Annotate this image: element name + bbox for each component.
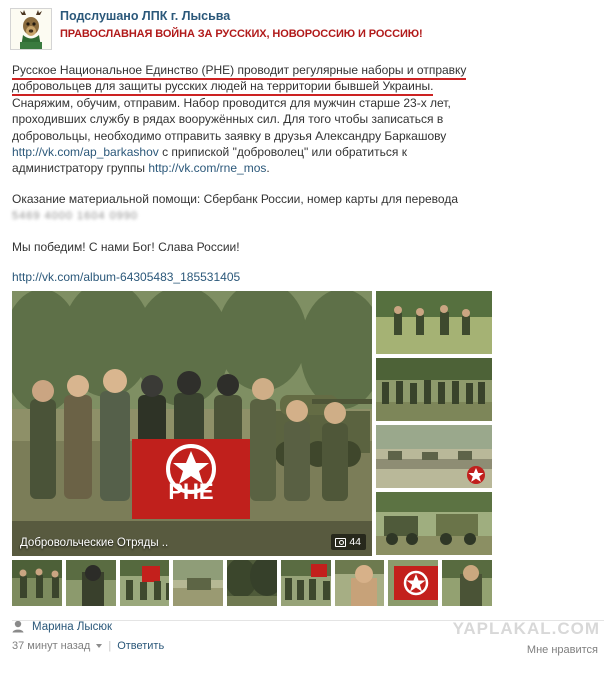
photo-main-row (12, 291, 492, 556)
site-watermark: YAPLAKAL.COM (452, 619, 600, 639)
post-body (12, 62, 482, 285)
chevron-down-icon[interactable] (96, 644, 102, 648)
rne-mos-link[interactable]: http://vk.com/rne_mos (148, 161, 267, 176)
deer-avatar[interactable] (10, 8, 52, 50)
comment-timestamp: 37 минут назад (12, 640, 91, 653)
thumb-crowd-with-flag[interactable] (281, 560, 331, 606)
side-photo-4-image (376, 492, 492, 555)
card-number-line (12, 207, 482, 224)
meta-separator: | (108, 640, 112, 653)
side-photo-column (376, 291, 492, 556)
side-photo-4[interactable] (376, 492, 492, 555)
thumb-red-flag-group[interactable] (120, 560, 170, 606)
main-photo-image (12, 291, 372, 556)
user-icon (12, 620, 26, 634)
post-paragraph-2: Оказание материальной помощи: Сбербанк России, номер карты для перевода (12, 191, 459, 206)
thumb-man-portrait[interactable] (335, 560, 385, 606)
thumbnail-row (12, 560, 492, 606)
like-label: Мне нравится (526, 644, 598, 657)
main-photo-caption: Добровольческие Отряды .. (20, 537, 169, 550)
photo-count-badge (331, 534, 366, 550)
thumb-soldiers-forest[interactable] (12, 560, 62, 606)
main-photo[interactable] (12, 291, 372, 556)
post-paragraph-1-end: . (266, 161, 270, 176)
post-paragraph-1 (12, 62, 482, 177)
reply-link[interactable]: Ответить (117, 640, 165, 653)
comment-meta (12, 640, 604, 652)
thumb-masked-fighter[interactable] (66, 560, 116, 606)
album-link[interactable]: http://vk.com/album-64305483_185531405 (12, 270, 241, 285)
side-photo-2-image (376, 358, 492, 421)
side-photo-1[interactable] (376, 291, 492, 354)
post-paragraph-3: Мы победим! С нами Бог! Слава России! (12, 239, 240, 254)
camera-icon (335, 538, 346, 547)
thumb-trees-dark[interactable] (227, 560, 277, 606)
side-photo-3[interactable] (376, 425, 492, 488)
photo-count-value: 44 (349, 536, 361, 549)
deer-avatar-icon (11, 9, 51, 49)
post-paragraph-1-cont2: с припиской "доброволец" или обратиться к администратору группы (12, 145, 407, 176)
side-photo-3-image (376, 425, 492, 488)
side-photo-1-image (376, 291, 492, 354)
card-number-blurred: 5469 4000 1604 0990 (12, 210, 139, 223)
thumb-rne-flag[interactable] (388, 560, 438, 606)
group-subtitle: ПРАВОСЛАВНАЯ ВОЙНА ЗА РУССКИХ, НОВОРОССИЮ И РОССИЮ! (60, 28, 423, 40)
comment-author-link[interactable]: Марина Лысюк (32, 621, 113, 634)
side-photo-2[interactable] (376, 358, 492, 421)
post-header (10, 8, 604, 50)
highlighted-sentence: Русское Национальное Единство (РНЕ) проводит регулярные наборы и отправку добровольцев для защиты русских людей на территории бывшей Украины. (12, 63, 466, 96)
thumb-uniform-man[interactable] (442, 560, 492, 606)
like-control[interactable] (527, 642, 598, 656)
rne-banner (132, 439, 250, 519)
post-footer (12, 620, 604, 678)
header-text (60, 8, 423, 42)
post-paragraph-1-cont: Снаряжим, обучим, отправим. Набор проводится для мужчин старше 23-х лет, проходивших службу в рядах вооружённых сил. Для того чтобы записаться в добровольцы, необходимо отправить заявку в друзья Александру Баркашову (12, 95, 451, 143)
svg-text:РНЕ: РНЕ (168, 479, 214, 505)
barkashov-profile-link[interactable]: http://vk.com/ap_barkashov (12, 145, 159, 160)
thumb-field-scene[interactable] (173, 560, 223, 606)
photo-grid (12, 291, 492, 606)
group-name-link[interactable]: Подслушано ЛПК г. Лысьва (60, 9, 231, 23)
